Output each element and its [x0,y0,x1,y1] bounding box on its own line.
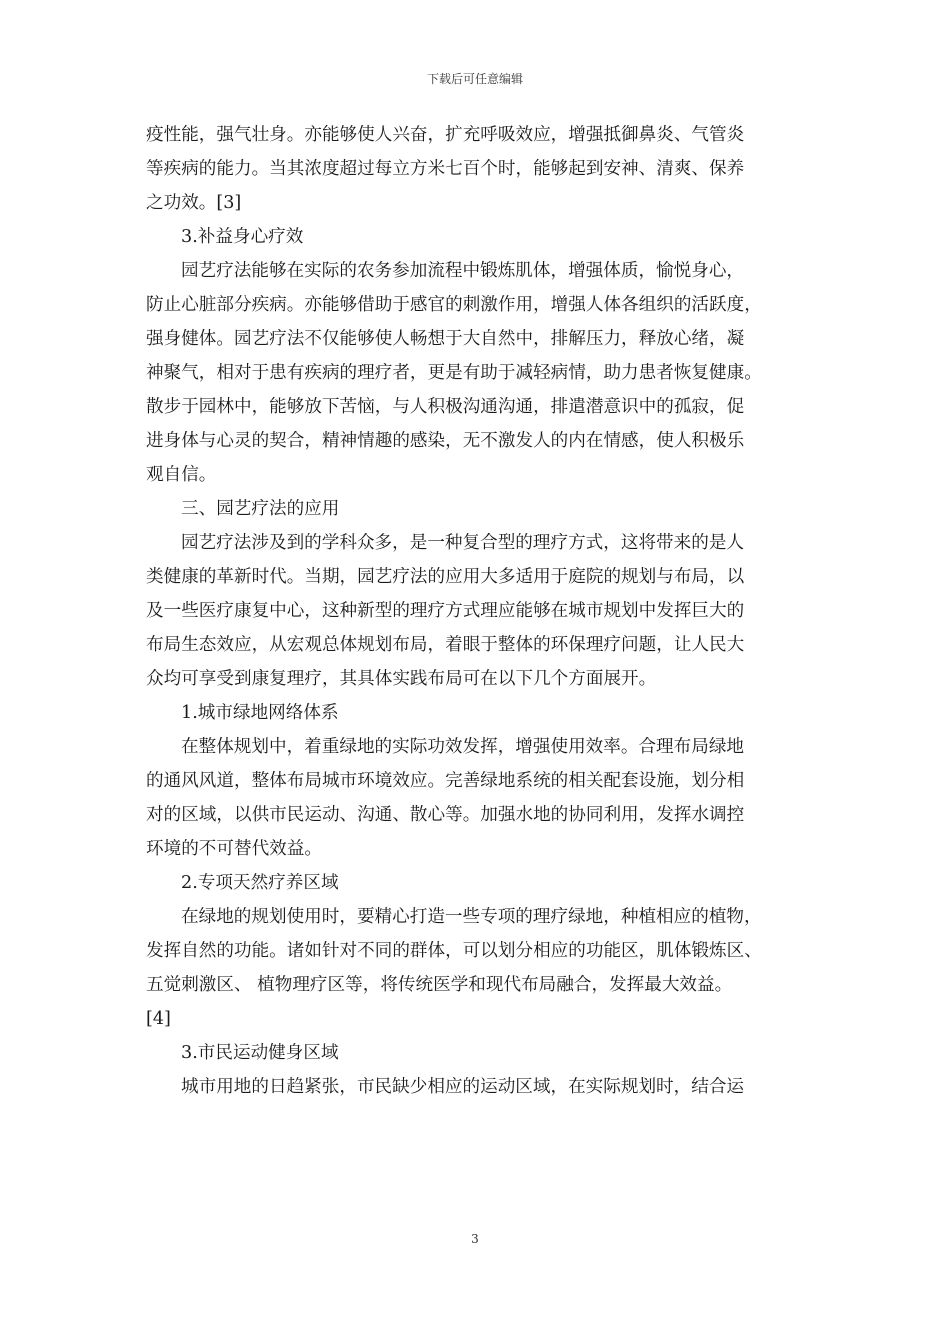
text-line: 发挥自然的功能。诸如针对不同的群体，可以划分相应的功能区，肌体锻炼区、 [146,941,762,961]
document-body [146,118,810,1104]
text-line: 类健康的革新时代。当期，园艺疗法的应用大多适用于庭院的规划与布局，以 [146,567,745,587]
text-line: 众均可享受到康复理疗，其具体实践布局可在以下几个方面展开。 [146,669,657,689]
text-line: 散步于园林中，能够放下苦恼，与人积极沟通沟通，排遣潜意识中的孤寂，促 [146,397,745,417]
text-line: 等疾病的能力。当其浓度超过每立方米七百个时，能够起到安神、清爽、保养 [146,159,745,179]
text-line: 观自信。 [146,465,217,485]
text-line: 在整体规划中，着重绿地的实际功效发挥，增强使用效率。合理布局绿地 [181,737,745,757]
text-line: 进身体与心灵的契合，精神情趣的感染，无不激发人的内在情感，使人积极乐 [146,431,745,451]
text-line: 城市用地的日趋紧张，市民缺少相应的运动区域，在实际规划时，结合运 [181,1077,745,1097]
text-line: 2.专项天然疗养区域 [181,873,339,893]
text-line: 疫性能，强气壮身。亦能够使人兴奋，扩充呼吸效应，增强抵御鼻炎、气管炎 [146,125,745,145]
text-line: 五觉刺激区、 植物理疗区等，将传统医学和现代布局融合，发挥最大效益。 [146,975,733,995]
text-line: 的通风风道，整体布局城市环境效应。完善绿地系统的相关配套设施，划分相 [146,771,745,791]
text-line: 防止心脏部分疾病。亦能够借助于感官的刺激作用，增强人体各组织的活跃度， [146,295,762,315]
text-line: 1.城市绿地网络体系 [181,703,339,723]
text-line: 之功效。[3] [146,193,242,213]
text-line: 神聚气，相对于患有疾病的理疗者，更是有助于减轻病情，助力患者恢复健康。 [146,363,762,383]
text-line: 3.市民运动健身区域 [181,1043,339,1063]
page-number: 3 [471,1232,479,1246]
text-line: 3.补益身心疗效 [181,227,304,247]
page-header: 下载后可任意编辑 [426,72,523,86]
text-line: [4] [146,1009,171,1029]
text-line: 强身健体。园艺疗法不仅能够使人畅想于大自然中，排解压力，释放心绪，凝 [146,329,745,349]
text-line: 园艺疗法涉及到的学科众多，是一种复合型的理疗方式，这将带来的是人 [181,533,745,553]
text-line: 环境的不可替代效益。 [146,839,322,859]
text-line: 三、园艺疗法的应用 [181,499,340,519]
text-line: 园艺疗法能够在实际的农务参加流程中锻炼肌体，增强体质，愉悦身心， [181,261,745,281]
text-line: 对的区域，以供市民运动、沟通、散心等。加强水地的协同利用，发挥水调控 [146,805,745,825]
text-line: 布局生态效应，从宏观总体规划布局，着眼于整体的环保理疗问题，让人民大 [146,635,745,655]
text-line: 在绿地的规划使用时，要精心打造一些专项的理疗绿地，种植相应的植物， [181,907,762,927]
text-line: 及一些医疗康复中心，这种新型的理疗方式理应能够在城市规划中发挥巨大的 [146,601,745,621]
